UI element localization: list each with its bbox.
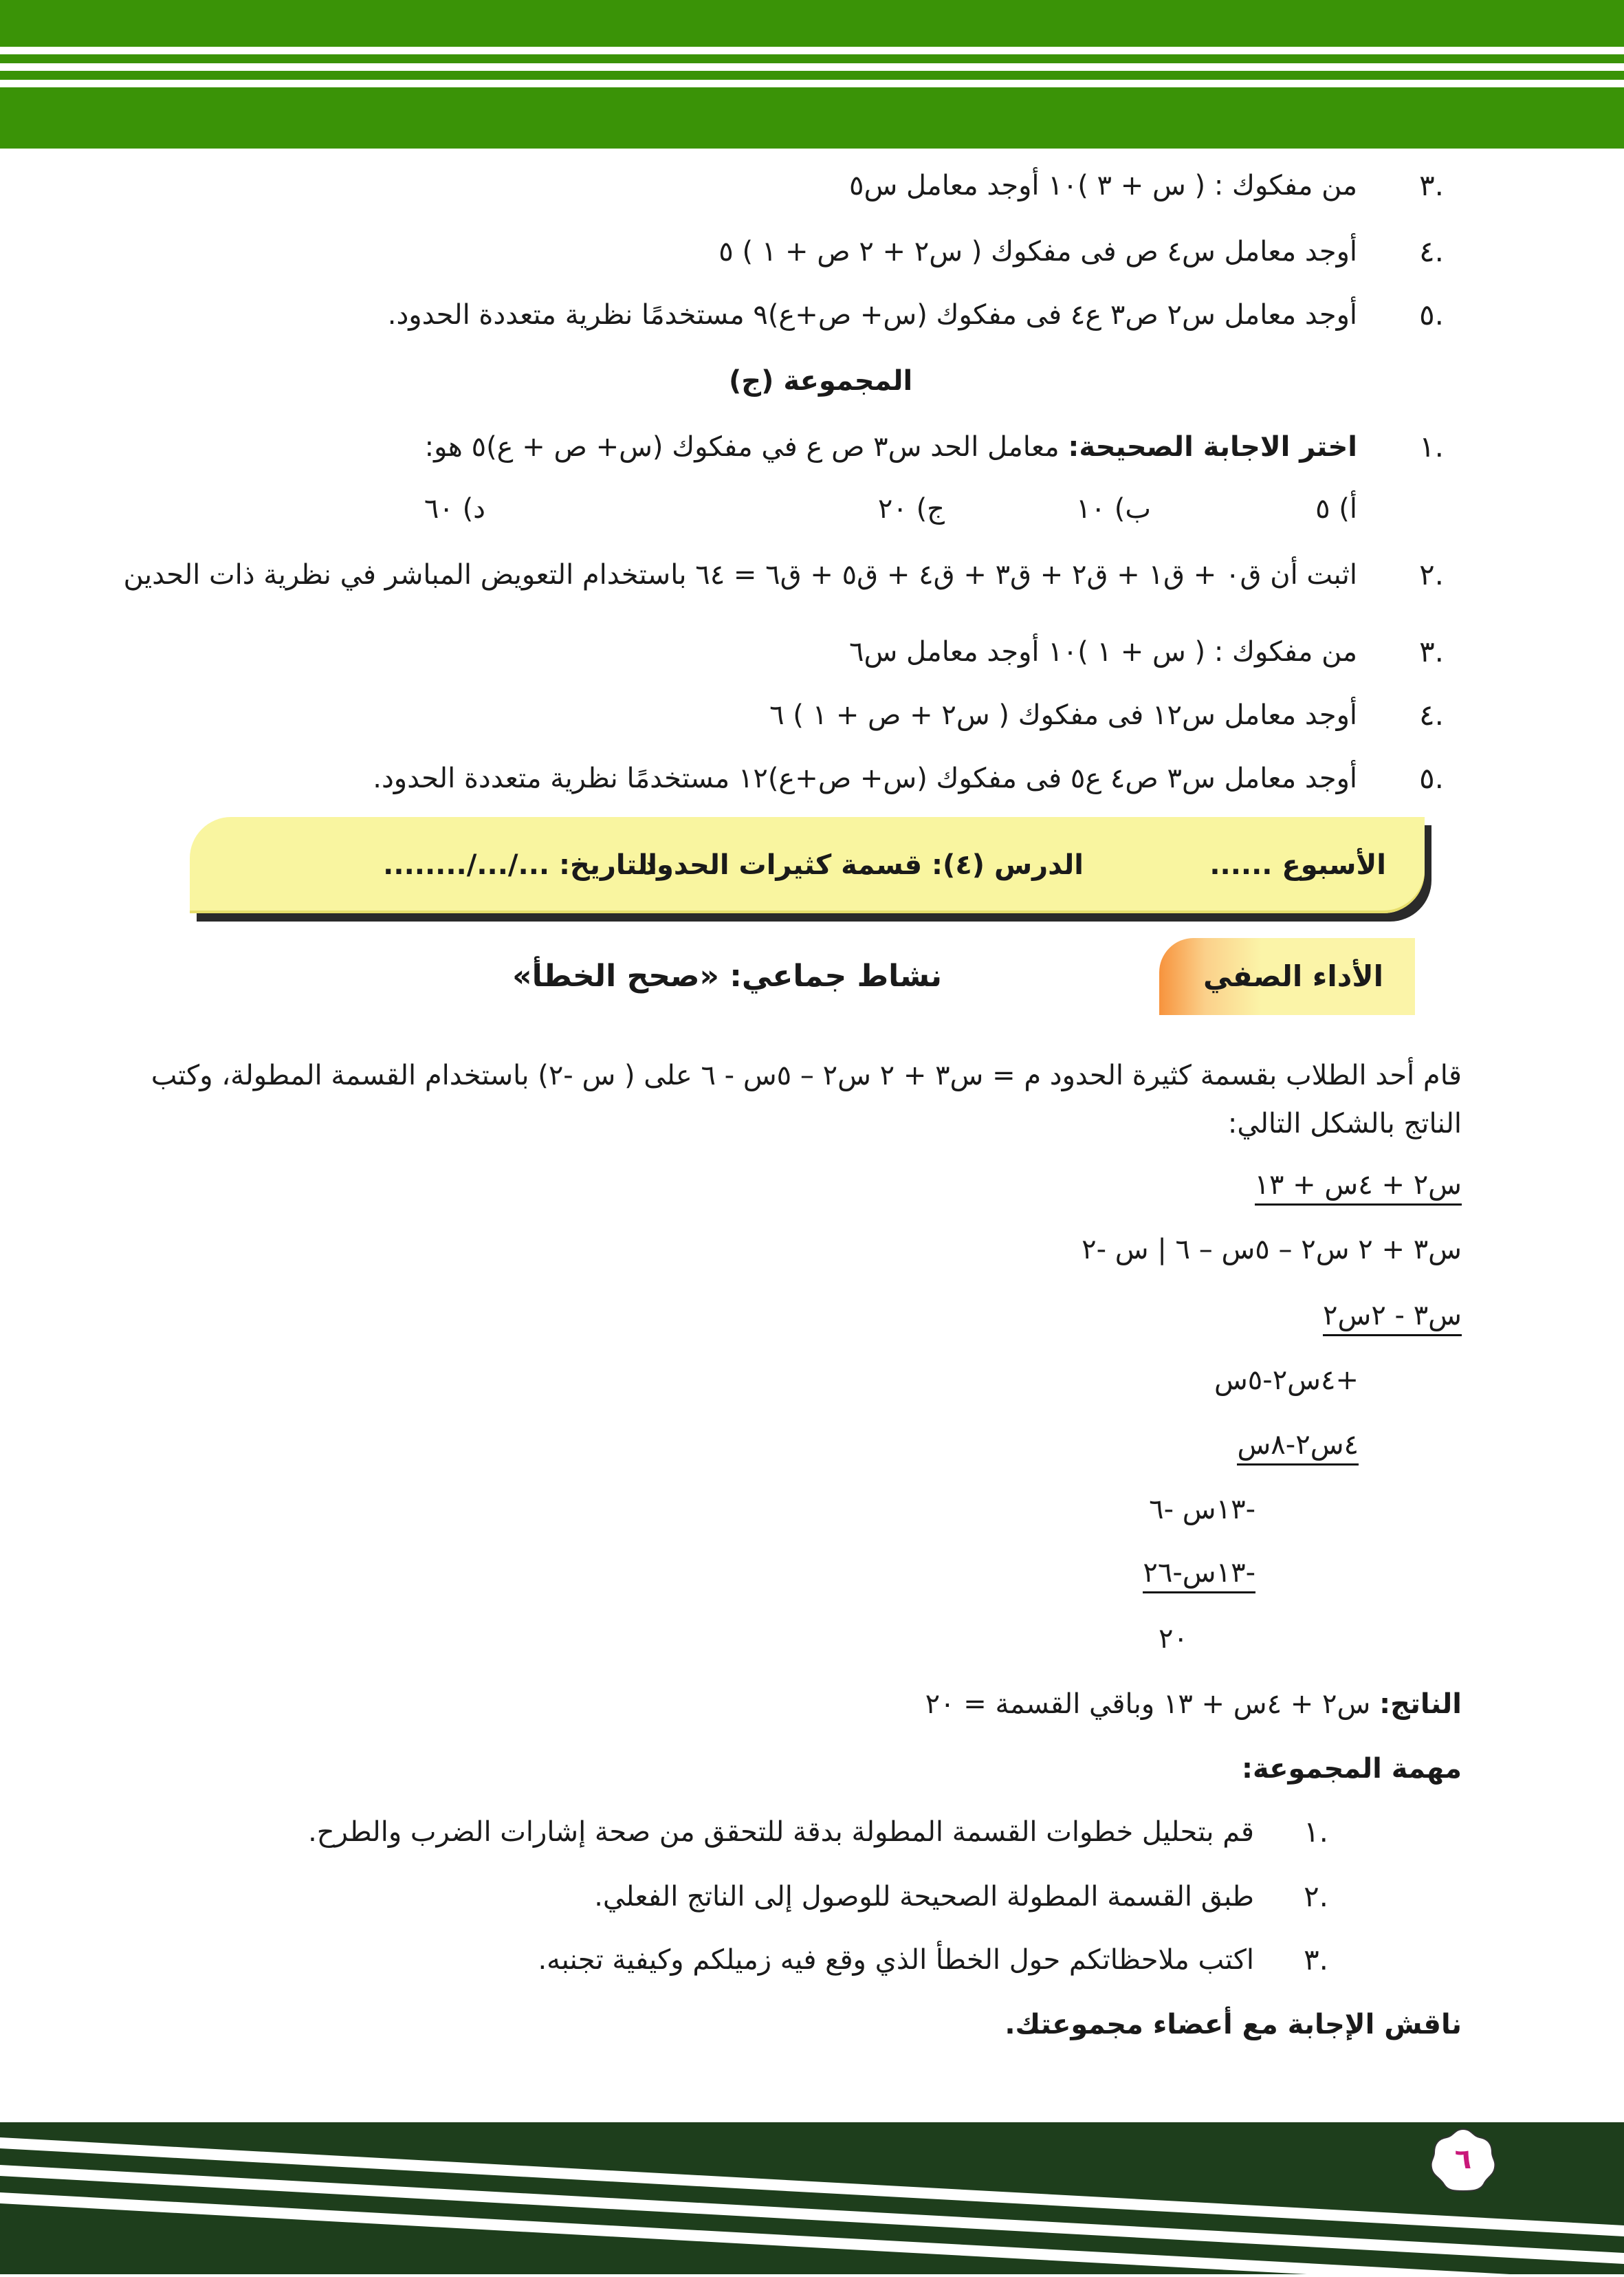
group-c-title: المجموعة (ج) bbox=[729, 365, 913, 397]
activity-intro-line2: الناتج بالشكل التالي: bbox=[1227, 1108, 1462, 1140]
lesson-date: التاريخ: .../.../........ bbox=[383, 849, 657, 881]
item-number: .٢ bbox=[1419, 558, 1444, 591]
item-number: .٣ bbox=[1419, 168, 1444, 202]
activity-intro-line1: قام أحد الطلاب بقسمة كثيرة الحدود م = س٣ + ٢ س٢ – ٥س - ٦ على ( س -٢) باستخدام القسمة المطولة، وكتب bbox=[151, 1060, 1462, 1091]
task-text: اكتب ملاحظاتكم حول الخطأ الذي وقع فيه زميلكم وكيفية تجنبه. bbox=[538, 1944, 1254, 1976]
option-a: أ) ٥ bbox=[1315, 493, 1357, 525]
question-text: اثبت أن ق٠ + ق١ + ق٢ + ق٣ + ق٤ + ق٥ + ق٦ = ٦٤ باستخدام التعويض المباشر في نظرية ذات الحدين bbox=[123, 559, 1357, 591]
activity-tab bbox=[1159, 938, 1415, 1015]
mcq-label: اختر الاجابة الصحيحة: bbox=[1068, 431, 1357, 463]
division-dividend-divisor: س٣ + ٢ س٢ – ٥س – ٦ | س -٢ bbox=[1082, 1234, 1462, 1265]
question-text: من مفكوك : ( س + ٣ )١٠ أوجد معامل س٥ bbox=[848, 170, 1357, 201]
division-remainder: ٢٠ bbox=[1159, 1623, 1188, 1655]
activity-title: نشاط جماعي: «صحح الخطأ» bbox=[512, 959, 942, 994]
task-title: مهمة المجموعة: bbox=[1241, 1753, 1462, 1785]
item-number: .٥ bbox=[1419, 298, 1444, 331]
question-text: أوجد معامل س٤ ص فى مفكوك ( س٢ + ٢ ص + ١ ) ٥ bbox=[718, 236, 1357, 268]
division-step4: -١٣س -٦ bbox=[1149, 1494, 1255, 1525]
division-step5: -١٣س-٢٦ bbox=[1143, 1557, 1255, 1589]
question-text: أوجد معامل س١٢ فى مفكوك ( س٢ + ص + ١ ) ٦ bbox=[769, 699, 1357, 731]
result-text: س٢ + ٤س + ١٣ وباقي القسمة = ٢٠ bbox=[925, 1688, 1371, 1720]
closing-note: ناقش الإجابة مع أعضاء مجموعتك. bbox=[1005, 2009, 1462, 2040]
result-line bbox=[925, 1685, 1462, 1723]
lesson-week: الأسبوع ...... bbox=[1209, 849, 1386, 881]
task-number: .٣ bbox=[1304, 1943, 1328, 1976]
mcq-question bbox=[425, 428, 1357, 466]
item-number: .٥ bbox=[1419, 761, 1444, 795]
question-text: من مفكوك : ( س + ١ )١٠ أوجد معامل س٦ bbox=[848, 636, 1357, 668]
footer-stripes bbox=[0, 2122, 1624, 2274]
page-number: ٦ bbox=[1454, 2144, 1472, 2175]
item-number: .٣ bbox=[1419, 635, 1444, 668]
option-c: ج) ٢٠ bbox=[877, 493, 945, 525]
mcq-text: معامل الحد س٣ ص ع في مفكوك (س+ ص + ع)٥ هو: bbox=[424, 431, 1060, 463]
task-text: قم بتحليل خطوات القسمة المطولة بدقة للتحقق من صحة إشارات الضرب والطرح. bbox=[308, 1816, 1254, 1848]
page-number-badge bbox=[1429, 2126, 1497, 2195]
division-quotient: س٢ + ٤س + ١٣ bbox=[1255, 1169, 1462, 1201]
item-number: .١ bbox=[1419, 430, 1444, 464]
activity-tab-label: الأداء الصفي bbox=[1203, 959, 1383, 993]
header-stripes bbox=[0, 0, 1624, 149]
result-label: الناتج: bbox=[1379, 1688, 1462, 1720]
division-step2: +٤س٢-٥س bbox=[1214, 1364, 1359, 1396]
lesson-title: الدرس (٤): قسمة كثيرات الحدود bbox=[642, 849, 1084, 881]
question-text: أوجد معامل س٢ ص٣ ع٤ فى مفكوك (س+ ص+ع)٩ مستخدمًا نظرية متعددة الحدود. bbox=[387, 299, 1357, 331]
division-step3: ٤س٢-٨س bbox=[1237, 1429, 1359, 1461]
task-text: طبق القسمة المطولة الصحيحة للوصول إلى الناتج الفعلي. bbox=[594, 1881, 1254, 1913]
task-number: .٢ bbox=[1304, 1880, 1328, 1913]
item-number: .٤ bbox=[1419, 698, 1444, 732]
task-number: .١ bbox=[1304, 1815, 1328, 1849]
item-number: .٤ bbox=[1419, 235, 1444, 268]
header-band bbox=[0, 0, 1624, 149]
footer-band bbox=[0, 2122, 1624, 2274]
question-text: أوجد معامل س٣ ص٤ ع٥ فى مفكوك (س+ ص+ع)١٢ مستخدمًا نظرية متعددة الحدود. bbox=[373, 763, 1357, 794]
lesson-banner bbox=[190, 817, 1434, 924]
division-step1: س٣ - ٢س٢ bbox=[1323, 1300, 1462, 1331]
option-b: ب) ١٠ bbox=[1076, 493, 1151, 525]
option-d: د) ٦٠ bbox=[424, 493, 485, 525]
